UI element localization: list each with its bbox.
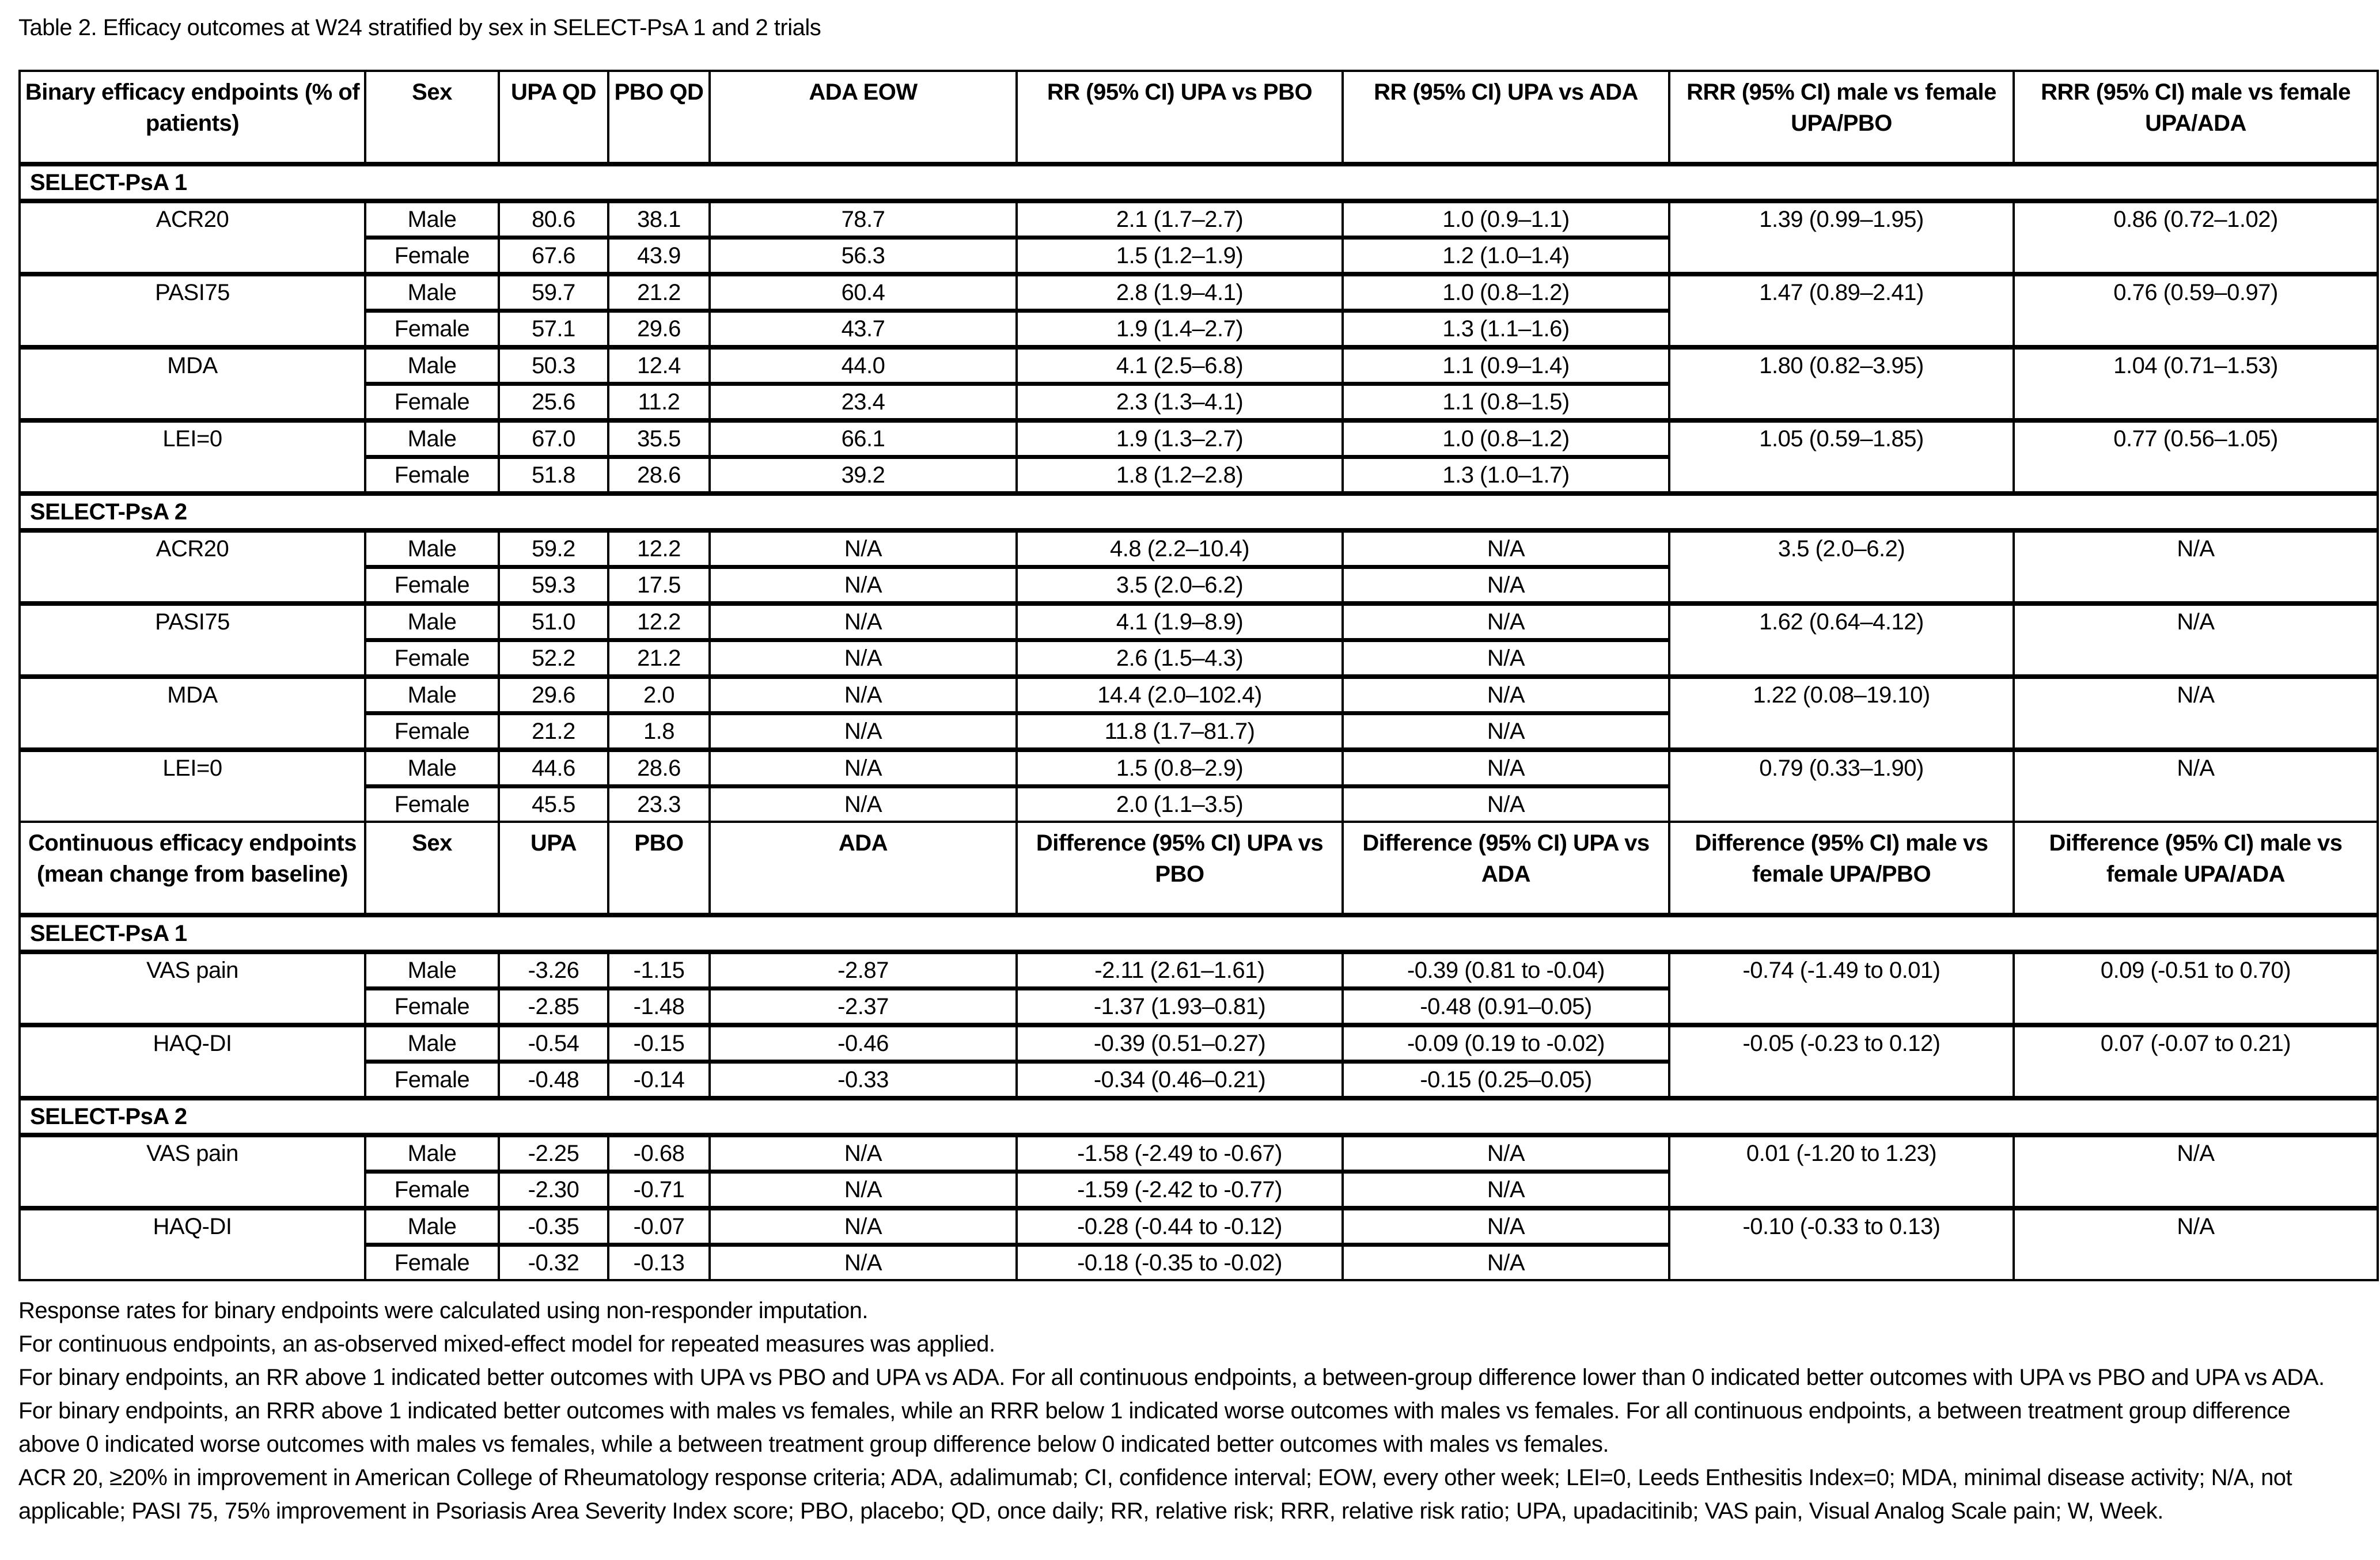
upa-vs-ada-value: 1.1 (0.9–1.4) — [1343, 347, 1669, 384]
endpoint-name: HAQ-DI — [20, 1025, 365, 1098]
header-upa-vs-ada: RR (95% CI) UPA vs ADA — [1343, 71, 1669, 164]
sex-cell: Female — [365, 1062, 499, 1099]
table-row — [20, 750, 2378, 787]
upa-vs-pbo-value: 1.9 (1.4–2.7) — [1017, 311, 1343, 348]
upa-vs-pbo-value: -0.28 (-0.44 to -0.12) — [1017, 1208, 1343, 1245]
section-label: SELECT-PsA 1 — [20, 915, 2378, 952]
upa-value: 59.2 — [499, 530, 608, 567]
upa-vs-ada-value: N/A — [1343, 713, 1669, 750]
table-body — [20, 71, 2378, 1280]
upa-vs-pbo-value: 14.4 (2.0–102.4) — [1017, 677, 1343, 713]
male-vs-female-upa-pbo-value: 0.01 (-1.20 to 1.23) — [1669, 1135, 2014, 1208]
male-vs-female-upa-pbo-value: 3.5 (2.0–6.2) — [1669, 530, 2014, 603]
upa-value: -2.30 — [499, 1172, 608, 1209]
pbo-value: 12.4 — [608, 347, 710, 384]
upa-value: 59.3 — [499, 567, 608, 604]
upa-vs-pbo-value: -2.11 (2.61–1.61) — [1017, 952, 1343, 989]
upa-vs-pbo-value: 2.8 (1.9–4.1) — [1017, 274, 1343, 311]
upa-vs-ada-value: N/A — [1343, 750, 1669, 787]
ada-value: -0.46 — [710, 1025, 1017, 1062]
sex-cell: Male — [365, 347, 499, 384]
table-row — [20, 603, 2378, 640]
upa-vs-ada-value: -0.15 (0.25–0.05) — [1343, 1062, 1669, 1099]
sex-cell: Female — [365, 567, 499, 604]
male-vs-female-upa-ada-value: 0.77 (0.56–1.05) — [2014, 420, 2378, 494]
upa-vs-pbo-value: 4.1 (1.9–8.9) — [1017, 603, 1343, 640]
upa-vs-ada-value: N/A — [1343, 1208, 1669, 1245]
upa-vs-ada-value: N/A — [1343, 567, 1669, 604]
sex-cell: Female — [365, 640, 499, 677]
male-vs-female-upa-ada-value: 0.76 (0.59–0.97) — [2014, 274, 2378, 347]
male-vs-female-upa-ada-value: N/A — [2014, 603, 2378, 677]
pbo-value: 35.5 — [608, 420, 710, 457]
upa-value: 57.1 — [499, 311, 608, 348]
upa-vs-pbo-value: -1.58 (-2.49 to -0.67) — [1017, 1135, 1343, 1172]
endpoint-name: PASI75 — [20, 274, 365, 347]
upa-value: 44.6 — [499, 750, 608, 787]
table-title: Table 2. Efficacy outcomes at W24 stratified by sex in SELECT-PsA 1 and 2 trials — [18, 15, 821, 40]
sex-cell: Female — [365, 311, 499, 348]
upa-vs-pbo-value: 3.5 (2.0–6.2) — [1017, 567, 1343, 604]
ada-value: N/A — [710, 750, 1017, 787]
upa-value: -2.25 — [499, 1135, 608, 1172]
table-row — [20, 274, 2378, 311]
ada-value: N/A — [710, 787, 1017, 822]
upa-vs-ada-value: 1.3 (1.1–1.6) — [1343, 311, 1669, 348]
pbo-value: -0.71 — [608, 1172, 710, 1209]
upa-vs-pbo-value: -1.59 (-2.42 to -0.77) — [1017, 1172, 1343, 1209]
male-vs-female-upa-ada-value: N/A — [2014, 750, 2378, 822]
ada-value: 66.1 — [710, 420, 1017, 457]
sex-cell: Male — [365, 420, 499, 457]
endpoint-name: PASI75 — [20, 603, 365, 677]
table-row — [20, 347, 2378, 384]
ada-value: 56.3 — [710, 238, 1017, 275]
sex-cell: Male — [365, 677, 499, 713]
upa-value: 50.3 — [499, 347, 608, 384]
upa-vs-ada-value: 1.3 (1.0–1.7) — [1343, 457, 1669, 494]
pbo-value: 43.9 — [608, 238, 710, 275]
upa-vs-ada-value: 1.0 (0.8–1.2) — [1343, 420, 1669, 457]
section-label: SELECT-PsA 2 — [20, 1098, 2378, 1135]
header-upa: UPA QD — [499, 71, 608, 164]
male-vs-female-upa-ada-value: N/A — [2014, 530, 2378, 603]
upa-value: -0.54 — [499, 1025, 608, 1062]
ada-value: N/A — [710, 677, 1017, 713]
table-row — [20, 1208, 2378, 1245]
upa-vs-ada-value: -0.39 (0.81 to -0.04) — [1343, 952, 1669, 989]
upa-value: 52.2 — [499, 640, 608, 677]
upa-value: 51.0 — [499, 603, 608, 640]
sex-cell: Male — [365, 530, 499, 567]
section-label: SELECT-PsA 1 — [20, 164, 2378, 201]
upa-vs-pbo-value: 2.1 (1.7–2.7) — [1017, 201, 1343, 238]
endpoint-name: LEI=0 — [20, 420, 365, 494]
sex-cell: Female — [365, 384, 499, 421]
sex-cell: Female — [365, 713, 499, 750]
upa-vs-pbo-value: -0.18 (-0.35 to -0.02) — [1017, 1245, 1343, 1281]
pbo-value: 21.2 — [608, 640, 710, 677]
upa-vs-ada-value: N/A — [1343, 1135, 1669, 1172]
pbo-value: 38.1 — [608, 201, 710, 238]
male-vs-female-upa-pbo-value: 1.47 (0.89–2.41) — [1669, 274, 2014, 347]
ada-value: -2.87 — [710, 952, 1017, 989]
sex-cell: Male — [365, 1025, 499, 1062]
male-vs-female-upa-pbo-value: 1.39 (0.99–1.95) — [1669, 201, 2014, 274]
upa-vs-pbo-value: 1.8 (1.2–2.8) — [1017, 457, 1343, 494]
upa-value: 21.2 — [499, 713, 608, 750]
upa-value: -0.32 — [499, 1245, 608, 1281]
ada-value: N/A — [710, 530, 1017, 567]
male-vs-female-upa-ada-value: 1.04 (0.71–1.53) — [2014, 347, 2378, 420]
male-vs-female-upa-ada-value: 0.86 (0.72–1.02) — [2014, 201, 2378, 274]
pbo-value: 28.6 — [608, 457, 710, 494]
upa-vs-pbo-value: -0.34 (0.46–0.21) — [1017, 1062, 1343, 1099]
sex-cell: Male — [365, 201, 499, 238]
upa-value: -2.85 — [499, 989, 608, 1026]
upa-value: 67.0 — [499, 420, 608, 457]
upa-value: 59.7 — [499, 274, 608, 311]
footnote: For continuous endpoints, an as-observed mixed-effect model for repeated measures was applied. — [18, 1331, 995, 1357]
endpoint-name: MDA — [20, 347, 365, 420]
pbo-value: 21.2 — [608, 274, 710, 311]
ada-value: 23.4 — [710, 384, 1017, 421]
male-vs-female-upa-ada-value: N/A — [2014, 677, 2378, 750]
table-row — [20, 1135, 2378, 1172]
male-vs-female-upa-pbo-value: -0.05 (-0.23 to 0.12) — [1669, 1025, 2014, 1098]
upa-vs-ada-value: N/A — [1343, 603, 1669, 640]
sex-cell: Female — [365, 787, 499, 822]
upa-value: 25.6 — [499, 384, 608, 421]
sex-cell: Female — [365, 1172, 499, 1209]
upa-value: -3.26 — [499, 952, 608, 989]
ada-value: 44.0 — [710, 347, 1017, 384]
ada-value: 78.7 — [710, 201, 1017, 238]
ada-value: N/A — [710, 1135, 1017, 1172]
binary-header-row — [20, 71, 2378, 164]
endpoint-name: ACR20 — [20, 201, 365, 274]
upa-vs-pbo-value: 1.5 (0.8–2.9) — [1017, 750, 1343, 787]
pbo-value: 23.3 — [608, 787, 710, 822]
upa-vs-pbo-value: 2.0 (1.1–3.5) — [1017, 787, 1343, 822]
sex-cell: Female — [365, 1245, 499, 1281]
header-pbo: PBO QD — [608, 71, 710, 164]
sex-cell: Female — [365, 238, 499, 275]
header-upa-vs-ada: Difference (95% CI) UPA vs ADA — [1343, 822, 1669, 915]
pbo-value: -0.15 — [608, 1025, 710, 1062]
endpoint-name: VAS pain — [20, 1135, 365, 1208]
section-row — [20, 494, 2378, 530]
footnote: For binary endpoints, an RRR above 1 indicated better outcomes with males vs females, while an RRR below 1 indicated worse outcomes with males vs females. For all continuous endpoints, a between treatment group difference above 0 indicated worse outcomes with males vs females, while a between treatment group difference below 0 indicated better outcomes with males vs females. — [18, 1398, 2291, 1457]
pbo-value: 12.2 — [608, 530, 710, 567]
efficacy-table — [18, 70, 2379, 1281]
endpoint-name: MDA — [20, 677, 365, 750]
upa-vs-ada-value: -0.09 (0.19 to -0.02) — [1343, 1025, 1669, 1062]
sex-cell: Male — [365, 750, 499, 787]
pbo-value: -0.13 — [608, 1245, 710, 1281]
upa-vs-pbo-value: 4.1 (2.5–6.8) — [1017, 347, 1343, 384]
ada-value: N/A — [710, 1245, 1017, 1281]
pbo-value: -0.68 — [608, 1135, 710, 1172]
pbo-value: 12.2 — [608, 603, 710, 640]
pbo-value: 1.8 — [608, 713, 710, 750]
header-sex: Sex — [365, 71, 499, 164]
upa-vs-ada-value: -0.48 (0.91–0.05) — [1343, 989, 1669, 1026]
sex-cell: Male — [365, 1135, 499, 1172]
upa-vs-ada-value: 1.0 (0.9–1.1) — [1343, 201, 1669, 238]
table-row — [20, 677, 2378, 713]
upa-value: 80.6 — [499, 201, 608, 238]
pbo-value: -0.07 — [608, 1208, 710, 1245]
header-ada: ADA EOW — [710, 71, 1017, 164]
sex-cell: Male — [365, 1208, 499, 1245]
header-endpoint: Continuous efficacy endpoints (mean change from baseline) — [20, 822, 365, 915]
header-ada: ADA — [710, 822, 1017, 915]
ada-value: -2.37 — [710, 989, 1017, 1026]
male-vs-female-upa-pbo-value: 0.79 (0.33–1.90) — [1669, 750, 2014, 822]
endpoint-name: HAQ-DI — [20, 1208, 365, 1280]
male-vs-female-upa-pbo-value: 1.05 (0.59–1.85) — [1669, 420, 2014, 494]
upa-vs-ada-value: N/A — [1343, 787, 1669, 822]
ada-value: N/A — [710, 713, 1017, 750]
table-row — [20, 201, 2378, 238]
male-vs-female-upa-ada-value: 0.09 (-0.51 to 0.70) — [2014, 952, 2378, 1025]
header-male-vs-female-upa-ada: RRR (95% CI) male vs female UPA/ADA — [2014, 71, 2378, 164]
upa-vs-pbo-value: 1.5 (1.2–1.9) — [1017, 238, 1343, 275]
male-vs-female-upa-ada-value: N/A — [2014, 1135, 2378, 1208]
footnote: Response rates for binary endpoints were calculated using non-responder imputation. — [18, 1298, 868, 1323]
footnote: ACR 20, ≥20% in improvement in American College of Rheumatology response criteria; ADA, adalimumab; CI, confidence interval; EOW, every other week; LEI=0, Leeds Enthesitis Index=0; MDA, minimal disease activity; N/A, not applicable; PASI 75, 75% improvement in Psoriasis Area Severity Index score; PBO, placebo; QD, once daily; RR, relative risk; RRR, relative risk ratio; UPA, upadacitinib; VAS pain, Visual Analog Scale pain; W, Week. — [18, 1465, 2292, 1524]
male-vs-female-upa-pbo-value: -0.74 (-1.49 to 0.01) — [1669, 952, 2014, 1025]
ada-value: N/A — [710, 640, 1017, 677]
continuous-header-row — [20, 822, 2378, 915]
endpoint-name: LEI=0 — [20, 750, 365, 822]
table-row — [20, 952, 2378, 989]
upa-vs-pbo-value: 1.9 (1.3–2.7) — [1017, 420, 1343, 457]
upa-value: 67.6 — [499, 238, 608, 275]
sex-cell: Male — [365, 952, 499, 989]
ada-value: N/A — [710, 567, 1017, 604]
pbo-value: -0.14 — [608, 1062, 710, 1099]
header-upa: UPA — [499, 822, 608, 915]
pbo-value: 2.0 — [608, 677, 710, 713]
header-endpoint: Binary efficacy endpoints (% of patients) — [20, 71, 365, 164]
male-vs-female-upa-pbo-value: 1.80 (0.82–3.95) — [1669, 347, 2014, 420]
header-male-vs-female-upa-pbo: RRR (95% CI) male vs female UPA/PBO — [1669, 71, 2014, 164]
footnote: For binary endpoints, an RR above 1 indicated better outcomes with UPA vs PBO and UPA vs ADA. For all continuous endpoints, a between-group difference lower than 0 indicated better outcomes with UPA vs PBO and UPA vs ADA. — [18, 1365, 2325, 1390]
ada-value: N/A — [710, 603, 1017, 640]
upa-vs-pbo-value: -0.39 (0.51–0.27) — [1017, 1025, 1343, 1062]
endpoint-name: VAS pain — [20, 952, 365, 1025]
header-male-vs-female-upa-pbo: Difference (95% CI) male vs female UPA/PBO — [1669, 822, 2014, 915]
ada-value: 39.2 — [710, 457, 1017, 494]
upa-value: 51.8 — [499, 457, 608, 494]
ada-value: -0.33 — [710, 1062, 1017, 1099]
header-upa-vs-pbo: RR (95% CI) UPA vs PBO — [1017, 71, 1343, 164]
sex-cell: Male — [365, 603, 499, 640]
ada-value: N/A — [710, 1172, 1017, 1209]
endpoint-name: ACR20 — [20, 530, 365, 603]
ada-value: 43.7 — [710, 311, 1017, 348]
table-row — [20, 530, 2378, 567]
sex-cell: Female — [365, 989, 499, 1026]
upa-vs-ada-value: N/A — [1343, 530, 1669, 567]
section-row — [20, 1098, 2378, 1135]
pbo-value: 28.6 — [608, 750, 710, 787]
upa-vs-ada-value: 1.1 (0.8–1.5) — [1343, 384, 1669, 421]
upa-value: -0.35 — [499, 1208, 608, 1245]
ada-value: N/A — [710, 1208, 1017, 1245]
pbo-value: -1.48 — [608, 989, 710, 1026]
header-upa-vs-pbo: Difference (95% CI) UPA vs PBO — [1017, 822, 1343, 915]
table-row — [20, 1025, 2378, 1062]
upa-vs-ada-value: N/A — [1343, 677, 1669, 713]
male-vs-female-upa-ada-value: N/A — [2014, 1208, 2378, 1280]
male-vs-female-upa-ada-value: 0.07 (-0.07 to 0.21) — [2014, 1025, 2378, 1098]
section-row — [20, 164, 2378, 201]
pbo-value: 29.6 — [608, 311, 710, 348]
upa-value: 29.6 — [499, 677, 608, 713]
header-sex: Sex — [365, 822, 499, 915]
upa-vs-pbo-value: 11.8 (1.7–81.7) — [1017, 713, 1343, 750]
upa-vs-ada-value: N/A — [1343, 1245, 1669, 1281]
pbo-value: 11.2 — [608, 384, 710, 421]
section-row — [20, 915, 2378, 952]
footnotes — [18, 1294, 2357, 1528]
ada-value: 60.4 — [710, 274, 1017, 311]
upa-value: -0.48 — [499, 1062, 608, 1099]
sex-cell: Female — [365, 457, 499, 494]
section-label: SELECT-PsA 2 — [20, 494, 2378, 530]
upa-vs-pbo-value: 4.8 (2.2–10.4) — [1017, 530, 1343, 567]
upa-vs-pbo-value: 2.3 (1.3–4.1) — [1017, 384, 1343, 421]
sex-cell: Male — [365, 274, 499, 311]
table-row — [20, 420, 2378, 457]
upa-vs-pbo-value: 2.6 (1.5–4.3) — [1017, 640, 1343, 677]
header-pbo: PBO — [608, 822, 710, 915]
male-vs-female-upa-pbo-value: 1.22 (0.08–19.10) — [1669, 677, 2014, 750]
male-vs-female-upa-pbo-value: -0.10 (-0.33 to 0.13) — [1669, 1208, 2014, 1280]
upa-vs-ada-value: 1.0 (0.8–1.2) — [1343, 274, 1669, 311]
pbo-value: 17.5 — [608, 567, 710, 604]
upa-value: 45.5 — [499, 787, 608, 822]
upa-vs-ada-value: 1.2 (1.0–1.4) — [1343, 238, 1669, 275]
male-vs-female-upa-pbo-value: 1.62 (0.64–4.12) — [1669, 603, 2014, 677]
pbo-value: -1.15 — [608, 952, 710, 989]
upa-vs-ada-value: N/A — [1343, 1172, 1669, 1209]
upa-vs-pbo-value: -1.37 (1.93–0.81) — [1017, 989, 1343, 1026]
upa-vs-ada-value: N/A — [1343, 640, 1669, 677]
header-male-vs-female-upa-ada: Difference (95% CI) male vs female UPA/ADA — [2014, 822, 2378, 915]
